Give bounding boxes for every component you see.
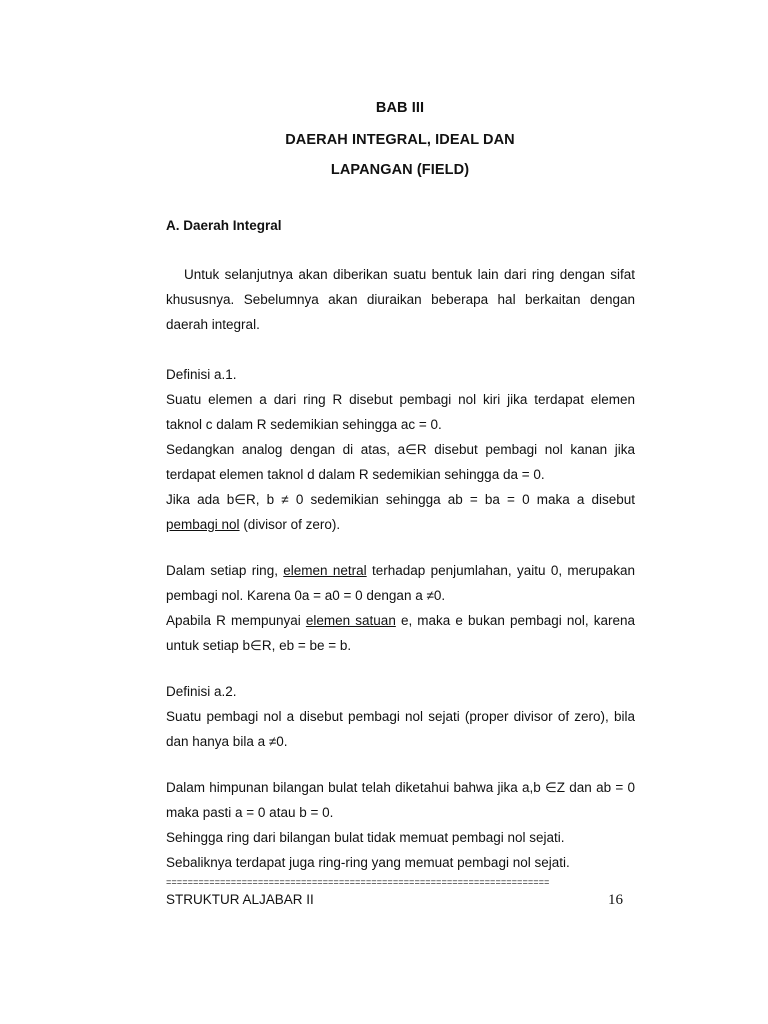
definition-a1-line1: Suatu elemen a dari ring R disebut pembagi nol kiri jika terdapat elemen taknol c dalam R sedemikian sehingga ac = 0. xyxy=(166,392,635,432)
integers-line2: Sehingga ring dari bilangan bulat tidak memuat pembagi nol sejati. xyxy=(166,830,565,845)
term-elemen-netral: elemen netral xyxy=(283,563,367,578)
neutral-text-end: terhadap penjumlahan, yaitu 0, merupakan pembagi nol. Karena 0a = a0 = 0 dengan a ≠0. xyxy=(166,563,635,603)
footer-course-name: STRUKTUR ALJABAR II xyxy=(166,892,314,907)
definition-a2 xyxy=(166,679,635,754)
definition-a1 xyxy=(166,362,635,537)
paragraph-neutral-element xyxy=(166,558,635,658)
page-number: 16 xyxy=(608,892,623,908)
chapter-title-line1: DAERAH INTEGRAL, IDEAL DAN xyxy=(285,132,515,148)
paragraph-neutral-line1 xyxy=(166,558,635,608)
section-heading: A. Daerah Integral xyxy=(166,218,282,233)
intro-text: Untuk selanjutnya akan diberikan suatu bentuk lain dari ring dengan sifat khususnya. Sebelumnya akan diuraikan beberapa hal berkaitan dengan daerah integral. xyxy=(166,267,635,332)
integers-line1: Dalam himpunan bilangan bulat telah diketahui bahwa jika a,b ∈Z dan ab = 0 maka pasti a = 0 atau b = 0. xyxy=(166,780,635,820)
term-pembagi-nol: pembagi nol xyxy=(166,517,240,532)
definition-a2-title: Definisi a.2. xyxy=(166,684,237,699)
definition-a1-line3 xyxy=(166,487,635,537)
intro-paragraph xyxy=(166,262,635,337)
definition-a2-text: Suatu pembagi nol a disebut pembagi nol sejati (proper divisor of zero), bila dan hanya bila a ≠0. xyxy=(166,709,635,749)
definition-a1-line3-start: Jika ada b∈R, b ≠ 0 sedemikian sehingga ab = ba = 0 maka a disebut xyxy=(166,492,635,507)
integers-line3: Sebaliknya terdapat juga ring-ring yang memuat pembagi nol sejati. xyxy=(166,855,570,870)
unit-text-end: e, maka e bukan pembagi nol, karena untuk setiap b∈R, eb = be = b. xyxy=(166,613,635,653)
paragraph-unit-line xyxy=(166,608,635,658)
paragraph-integers xyxy=(166,775,635,875)
chapter-number: BAB III xyxy=(375,100,425,116)
chapter-title-line2: LAPANGAN (FIELD) xyxy=(330,162,470,178)
term-elemen-satuan: elemen satuan xyxy=(305,613,396,628)
definition-a1-title: Definisi a.1. xyxy=(166,367,237,382)
footer-divider: ======================================================================= xyxy=(166,878,550,888)
definition-a1-line3-end: (divisor of zero). xyxy=(239,517,341,532)
unit-text-start: Apabila R mempunyai xyxy=(166,613,306,628)
definition-a1-line2: Sedangkan analog dengan di atas, a∈R disebut pembagi nol kanan jika terdapat elemen taknol d dalam R sedemikian sehingga da = 0. xyxy=(166,442,635,482)
neutral-text-start: Dalam setiap ring, xyxy=(166,563,284,578)
